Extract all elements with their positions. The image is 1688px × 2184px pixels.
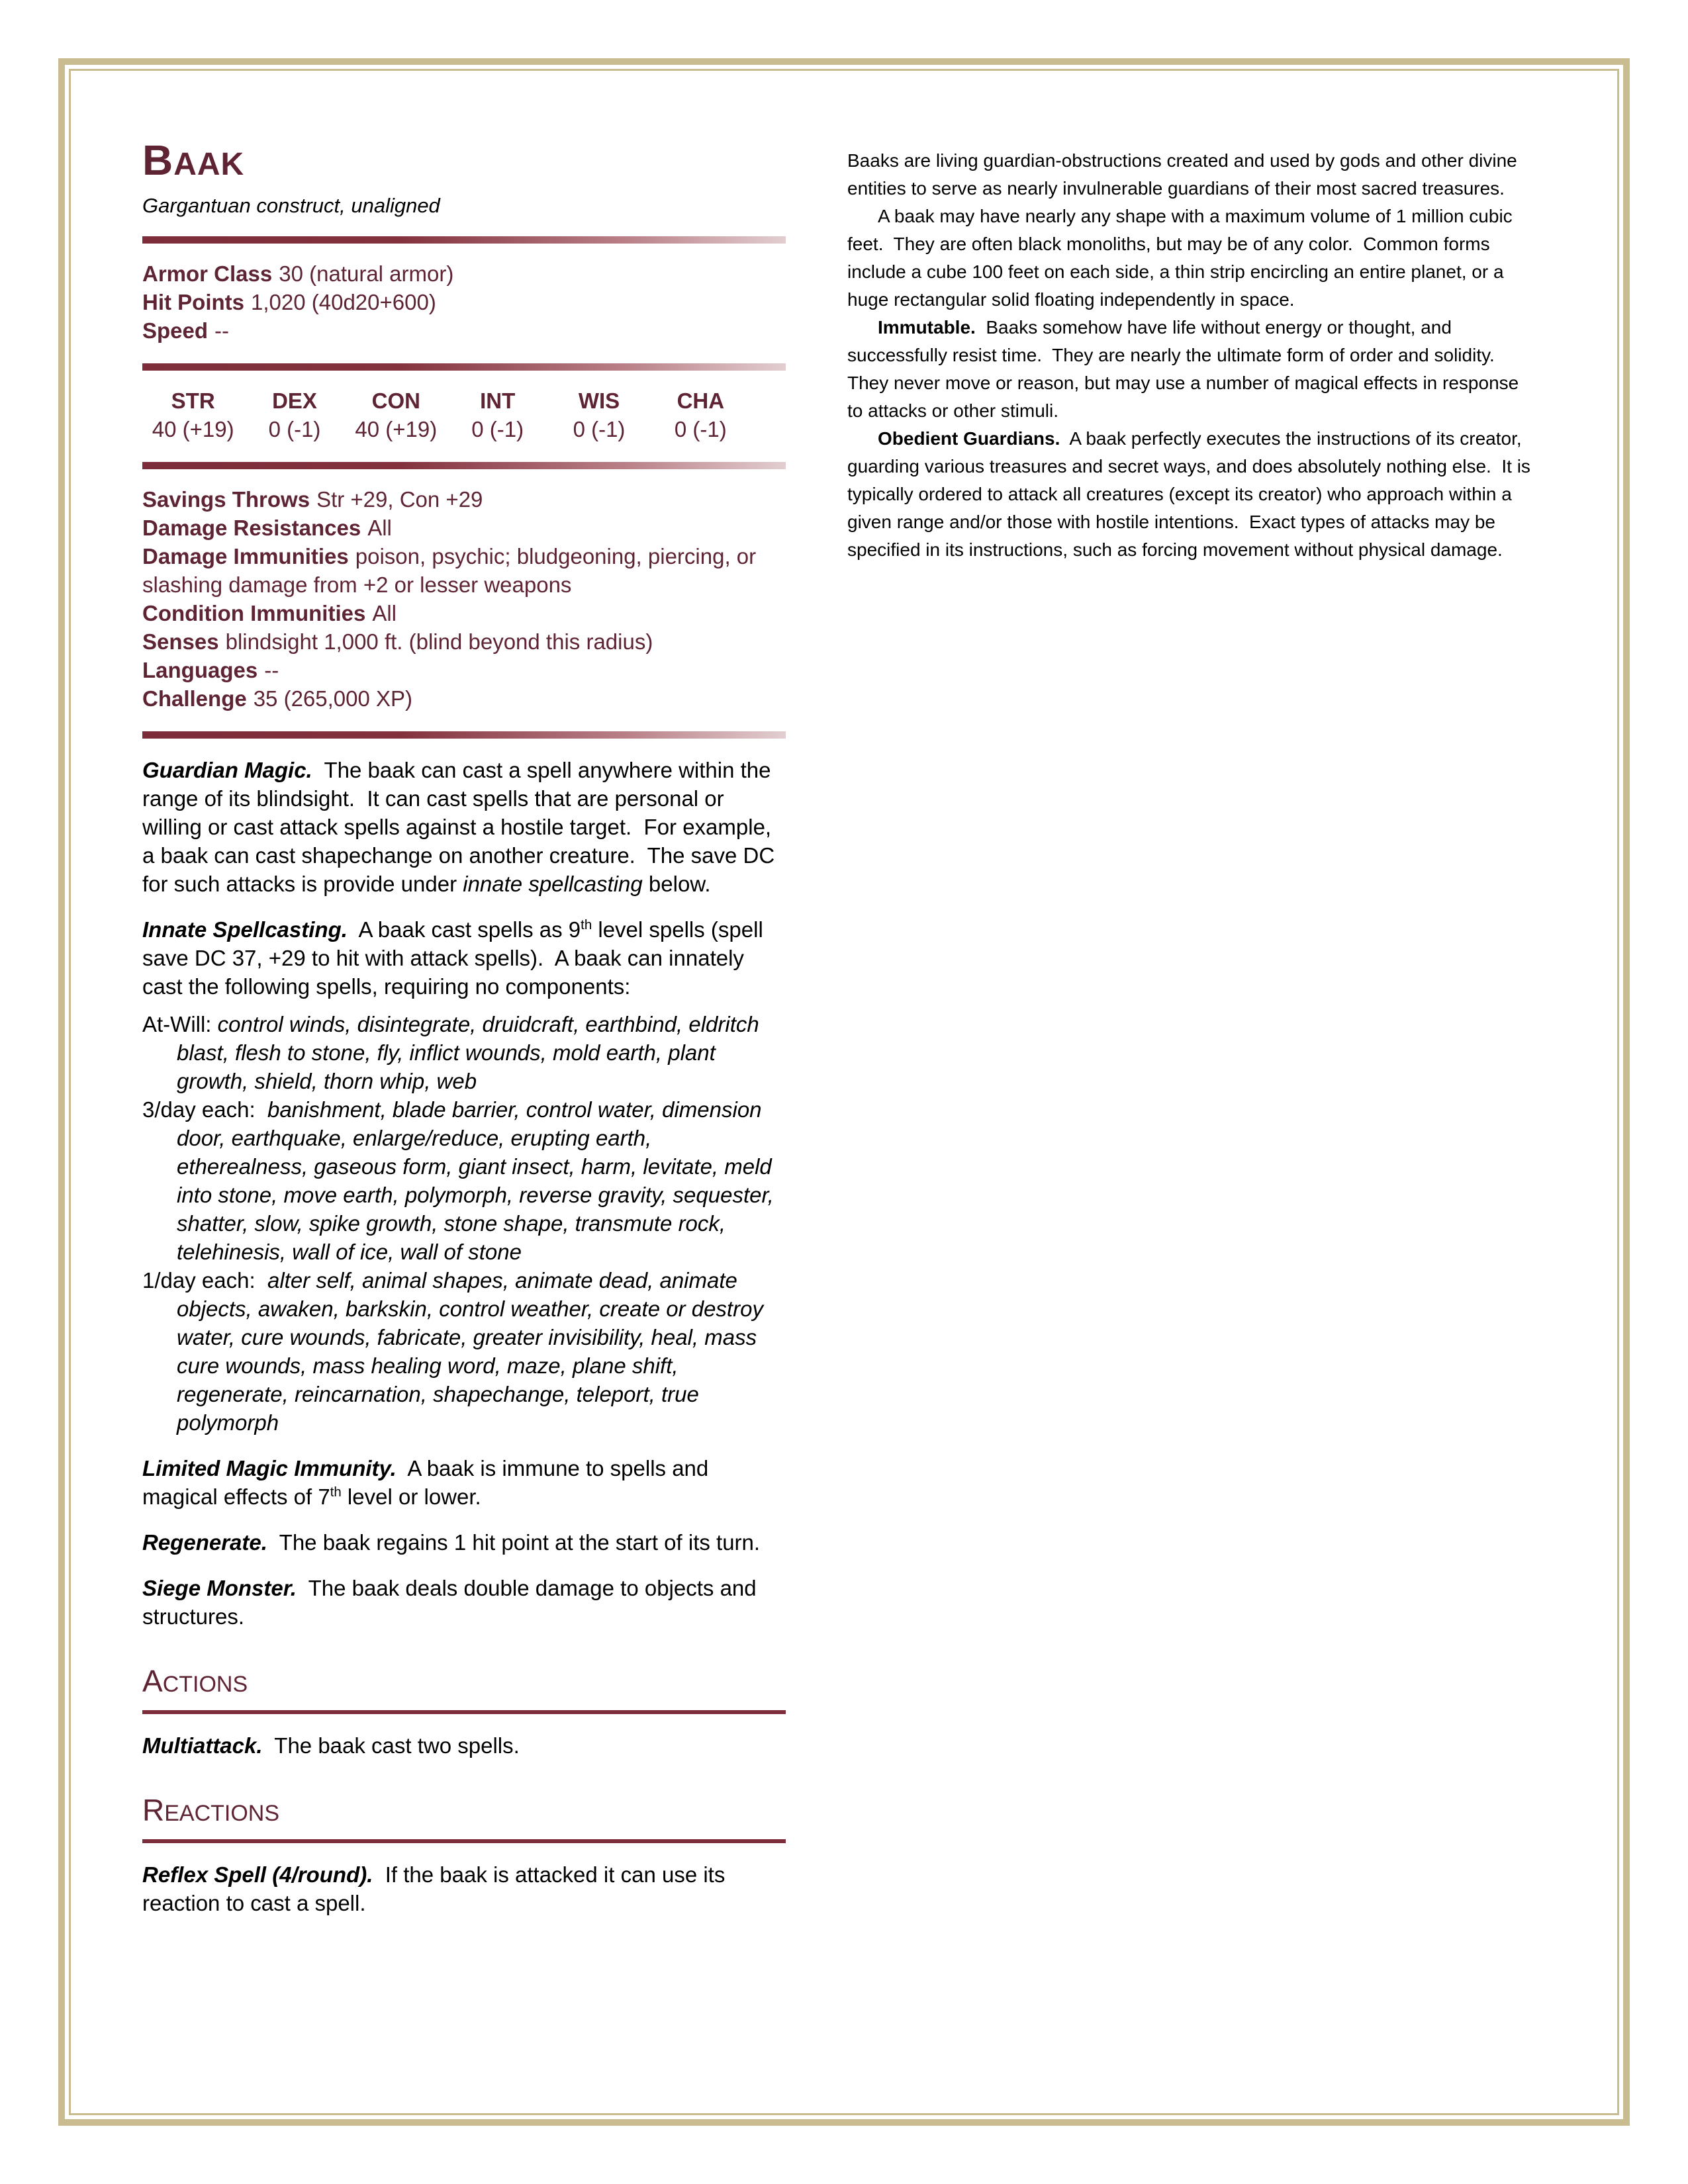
trait-regenerate: Regenerate. The baak regains 1 hit point at the start of its turn. [142, 1530, 761, 1555]
reaction-reflex-spell: Reflex Spell (4/round). If the baak is attacked it can use its reaction to cast a spell. [142, 1862, 726, 1915]
action-multiattack: Multiattack. The baak cast two spells. [142, 1733, 520, 1758]
creature-type: Gargantuan construct, unaligned [142, 194, 440, 217]
trait-guardian-magic: Guardian Magic. The baak can cast a spell anywhere within the range of its blindsight. It can cast spells that are personal or willing or cast attack spells against a hostile target. For example, a baak can cast shapechange on another creature. The save DC for such attacks is provide under innate spellcasting below. [142, 758, 775, 896]
condition-immunities: Condition Immunities All [142, 601, 397, 625]
creature-name: BAAK [142, 136, 245, 184]
stat-block-column [142, 136, 786, 1917]
lore-column [847, 147, 1536, 564]
trait-innate-spellcasting: Innate Spellcasting. A baak cast spells as 9th level spells (spell save DC 37, +29 to hit with attack spells). A baak can innately cast the following spells, requiring no components: [142, 917, 763, 999]
ability-str: STR 40 (+19) [152, 388, 234, 441]
divider [142, 363, 786, 371]
ability-wis: WIS 0 (-1) [573, 388, 626, 441]
divider [142, 462, 786, 469]
trait-siege-monster: Siege Monster. The baak deals double damage to objects and structures. [142, 1576, 757, 1629]
ability-scores [142, 387, 751, 443]
defense-block [142, 259, 786, 345]
divider [142, 236, 786, 244]
languages: Languages -- [142, 658, 279, 682]
lore-paragraph-4: Obedient Guardians. A baak perfectly executes the instructions of its creator, guarding various treasures and secret ways, and does absolutely nothing else. It is typically ordered to attack all creatures (except its creator) who approach within a given range and/or those with hostile intentions. Exact types of attacks may be specified in its instructions, such as forcing movement without physical damage. [847, 428, 1530, 560]
hit-points: Hit Points 1,020 (40d20+600) [142, 290, 436, 314]
speed: Speed -- [142, 318, 230, 343]
spell-lists [142, 1010, 786, 1437]
details-block [142, 485, 786, 713]
trait-limited-magic-immunity: Limited Magic Immunity. A baak is immune to spells and magical effects of 7th level or lower. [142, 1456, 709, 1509]
ability-con: CON 40 (+19) [355, 388, 438, 441]
spell-list-1-day: 1/day each: alter self, animal shapes, animate dead, animate objects, awaken, barkskin, control weather, create or destroy water, cure wounds, fabricate, greater invisibility, heal, mass cure wounds, mass healing word, maze, plane shift, regenerate, reincarnation, shapechange, teleport, true polymorph [142, 1268, 763, 1435]
armor-class: Armor Class 30 (natural armor) [142, 261, 454, 286]
damage-immunities: Damage Immunities poison, psychic; bludgeoning, piercing, or slashing damage from +2 or lesser weapons [142, 544, 757, 597]
lore-paragraph-2: A baak may have nearly any shape with a maximum volume of 1 million cubic feet. They are often black monoliths, but may be of any color. Common forms include a cube 100 feet on each side, a thin strip encircling an entire planet, or a huge rectangular solid floating independently in space. [847, 206, 1513, 310]
lore-paragraph-1: Baaks are living guardian-obstructions created and used by gods and other divine entities to serve as nearly invulnerable guardians of their most sacred treasures. [847, 150, 1517, 199]
section-header-actions: ACTIONS [142, 1665, 786, 1714]
ability-dex: DEX 0 (-1) [268, 388, 321, 441]
damage-resistances: Damage Resistances All [142, 516, 392, 540]
lore-paragraph-3: Immutable. Baaks somehow have life without energy or thought, and successfully resist time. They are nearly the ultimate form of order and solidity. They never move or reason, but may use a number of magical effects in response to attacks or other stimuli. [847, 317, 1519, 421]
section-header-reactions: REACTIONS [142, 1794, 786, 1843]
challenge: Challenge 35 (265,000 XP) [142, 686, 413, 711]
ability-cha: CHA 0 (-1) [674, 388, 727, 441]
ability-int: INT 0 (-1) [471, 388, 524, 441]
spell-list-3-day: 3/day each: banishment, blade barrier, control water, dimension door, earthquake, enlarge/reduce, erupting earth, etherealness, gaseous form, giant insect, harm, levitate, meld into stone, move earth, polymorph, reverse gravity, sequester, shatter, slow, spike growth, stone shape, transmute rock, telehinesis, wall of ice, wall of stone [142, 1097, 774, 1264]
saving-throws: Savings Throws Str +29, Con +29 [142, 487, 483, 512]
senses: Senses blindsight 1,000 ft. (blind beyond this radius) [142, 629, 653, 654]
spell-list-at-will: At-Will: control winds, disintegrate, druidcraft, earthbind, eldritch blast, flesh to stone, fly, inflict wounds, mold earth, plant growth, shield, thorn whip, web [142, 1012, 759, 1093]
divider [142, 731, 786, 739]
